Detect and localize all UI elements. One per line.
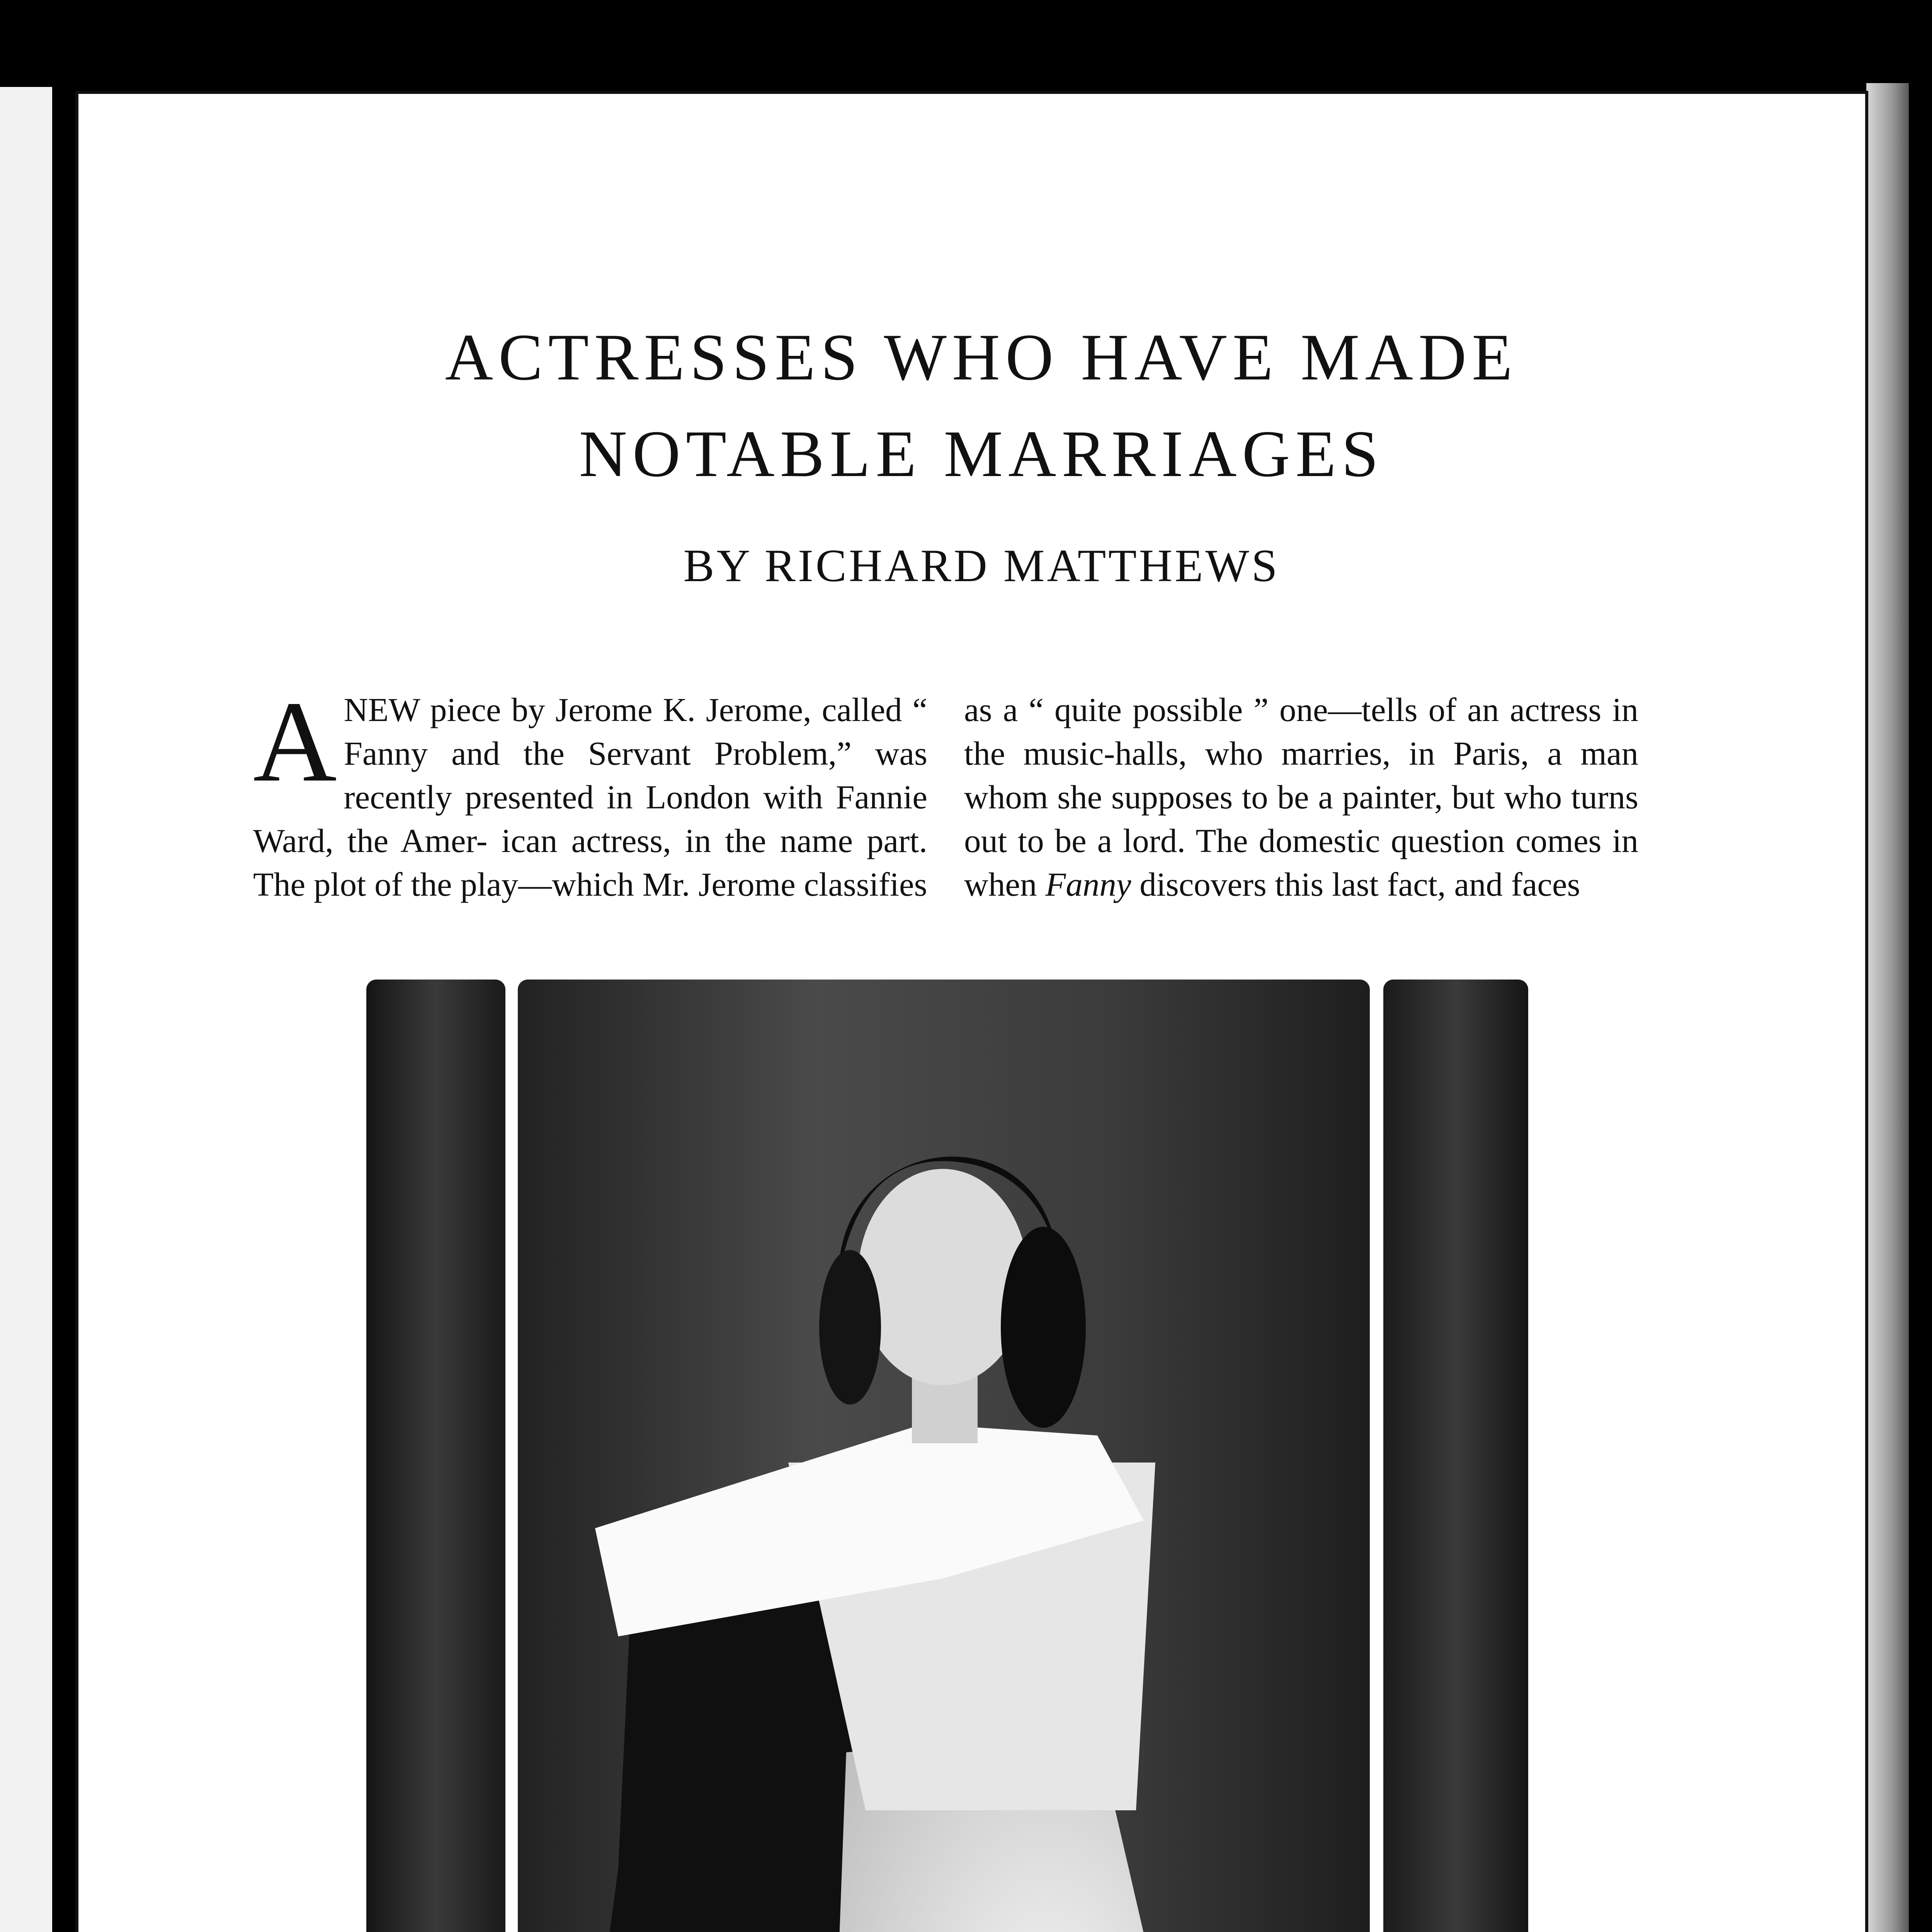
- text-line: as a “ quite possible ” one—tells of an: [964, 691, 1499, 728]
- text-line: of the play—which Mr. Jerome classifies: [374, 866, 927, 903]
- text-line: discovers this last fact, and faces: [1131, 866, 1580, 903]
- drop-cap: A: [253, 688, 337, 806]
- text-column-left: [253, 688, 927, 1020]
- byline: BY RICHARD MATTHEWS: [683, 540, 1280, 591]
- title-line-2: NOTABLE MARRIAGES: [579, 417, 1384, 491]
- photo-side-panel-left: [366, 980, 505, 1932]
- text-line: called “ Fanny and the Servant: [344, 691, 927, 772]
- text-line: ican actress, in the name part. The plot: [253, 822, 927, 903]
- portrait-photograph: [518, 980, 1370, 1932]
- title-line-1: ACTRESSES WHO HAVE MADE: [445, 321, 1518, 394]
- text-line: Problem,” was recently presented: [344, 735, 927, 816]
- article-title: [0, 309, 1932, 502]
- text-line: actress in the music-halls, who marries,: [964, 691, 1638, 772]
- text-line: in London with Fannie Ward, the Amer-: [253, 778, 927, 859]
- text-line: NEW piece by Jerome K. Jerome,: [344, 691, 811, 728]
- text-line: The domestic question comes in when: [964, 822, 1638, 903]
- text-line: in Paris, a man whom she supposes to be: [964, 735, 1638, 816]
- photo-side-panel-right: [1383, 980, 1528, 1932]
- text-line: a painter, but who turns out to be a lord.: [964, 778, 1638, 859]
- text-column-right: [964, 688, 1638, 1020]
- italic-name: Fanny: [1045, 866, 1131, 903]
